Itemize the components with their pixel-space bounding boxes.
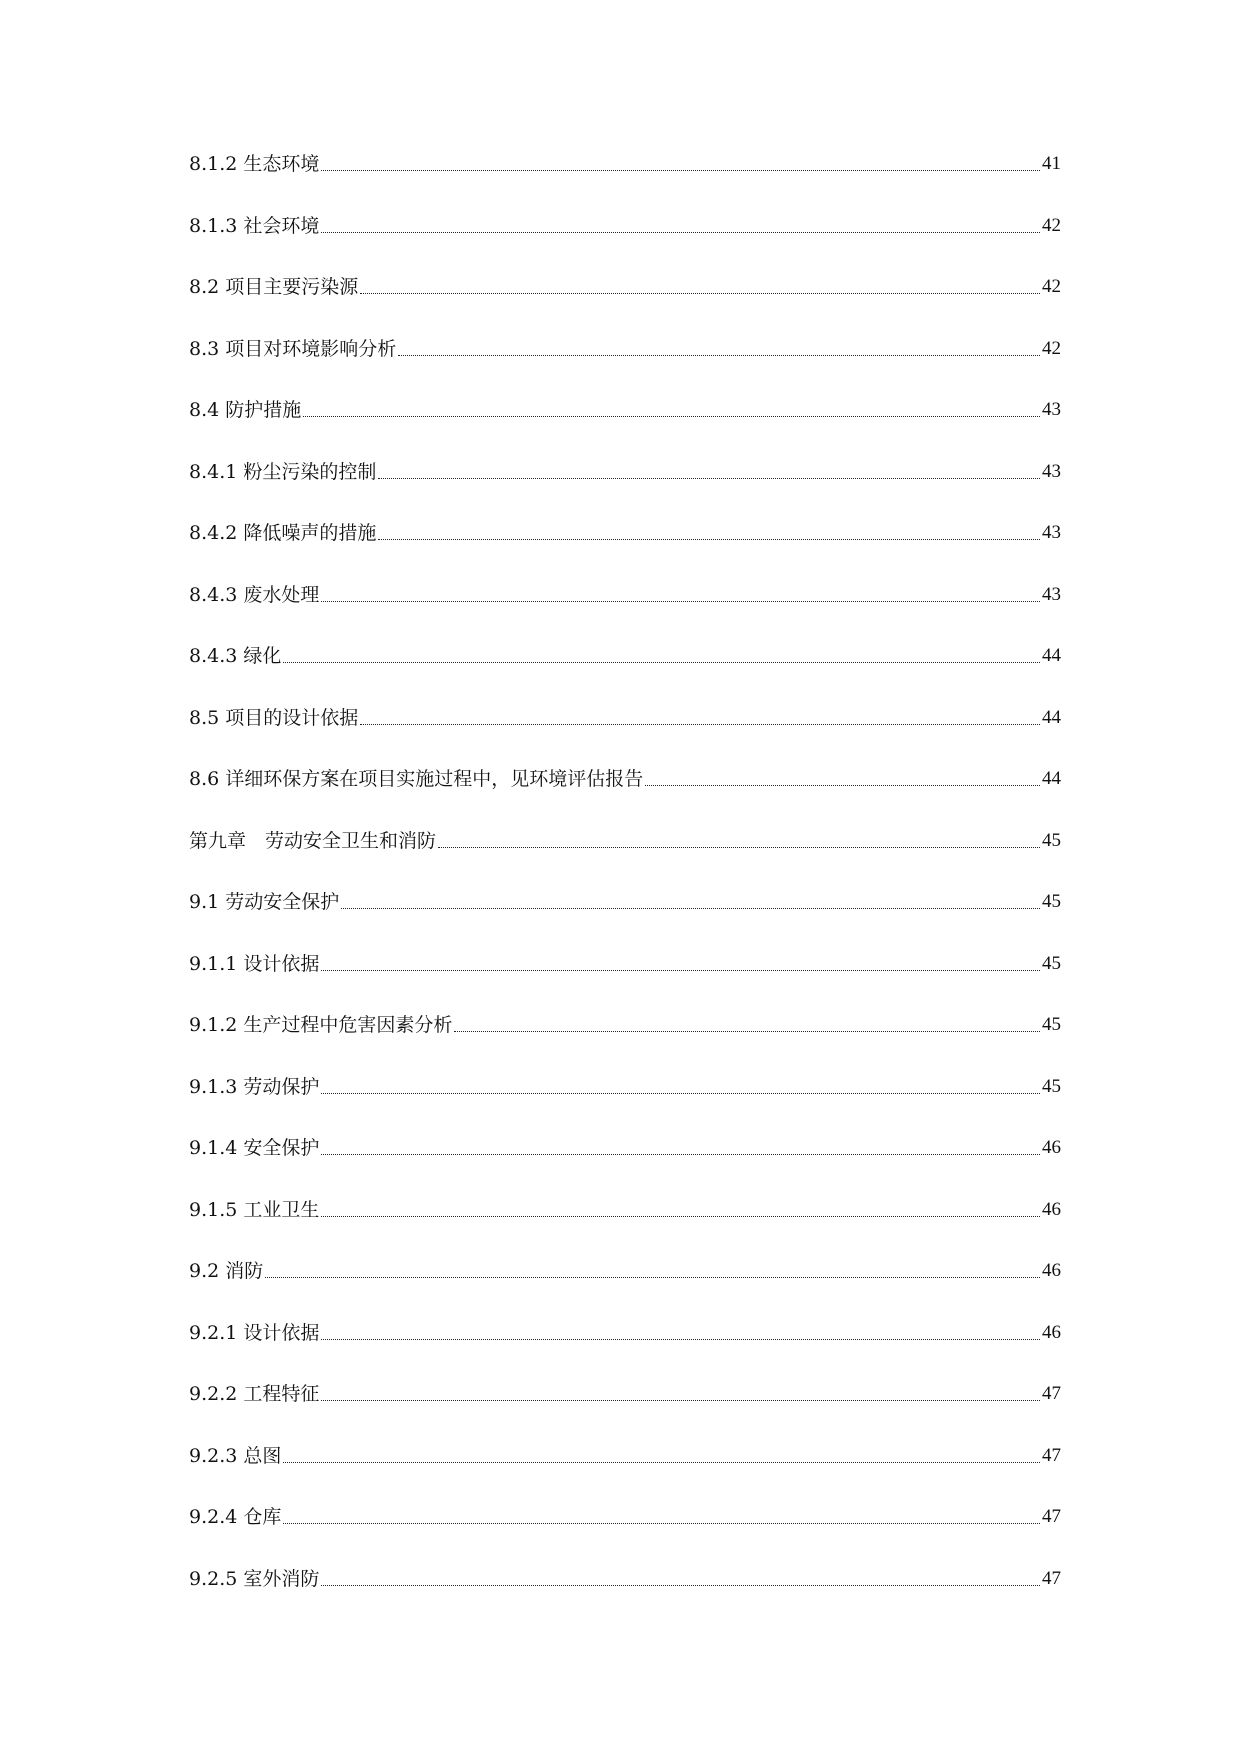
toc-entry-9-2-5[interactable]: [189, 1529, 1061, 1591]
toc-entry-9-1-4[interactable]: [189, 1099, 1061, 1161]
toc-dot-leader: [321, 600, 1040, 602]
toc-dot-leader: [265, 1276, 1040, 1278]
toc-page-number: 45: [1042, 891, 1061, 912]
toc-page-number: 45: [1042, 829, 1061, 851]
toc-entry-9-2-2[interactable]: [189, 1345, 1061, 1407]
toc-page-number: 46: [1042, 1137, 1061, 1158]
toc-entry-label: 9.1.2 生产过程中危害因素分析: [189, 1014, 453, 1036]
toc-page-number: 43: [1042, 460, 1061, 482]
toc-dot-leader: [283, 1461, 1040, 1463]
toc-dot-leader: [378, 477, 1040, 479]
table-of-contents: [189, 152, 1061, 1591]
toc-entry-8-1-2[interactable]: [189, 152, 1061, 176]
toc-entry-label: 8.4 防护措施: [189, 399, 302, 421]
toc-entry-9-1-1[interactable]: [189, 914, 1061, 976]
toc-dot-leader: [321, 1092, 1040, 1094]
toc-page-number: 45: [1042, 952, 1061, 974]
toc-dot-leader: [645, 784, 1040, 786]
toc-dot-leader: [378, 538, 1040, 540]
toc-entry-label: 8.4.1 粉尘污染的控制: [189, 460, 377, 483]
toc-dot-leader: [321, 1584, 1040, 1586]
toc-dot-leader: [360, 292, 1040, 294]
toc-entry-chapter-9[interactable]: [189, 791, 1061, 853]
toc-page-number: 44: [1042, 706, 1061, 728]
toc-entry-9-1-2[interactable]: [189, 976, 1061, 1038]
toc-dot-leader: [321, 969, 1040, 971]
toc-entry-8-6[interactable]: [189, 730, 1061, 792]
toc-page-number: 45: [1042, 1075, 1061, 1097]
toc-page-number: 47: [1042, 1567, 1061, 1589]
toc-entry-label: 9.2.3 总图: [189, 1444, 282, 1467]
toc-entry-label: 8.2 项目主要污染源: [189, 276, 359, 298]
toc-dot-leader: [321, 169, 1040, 171]
toc-dot-leader: [341, 907, 1040, 909]
toc-page-number: 46: [1042, 1321, 1061, 1343]
toc-entry-8-2[interactable]: [189, 238, 1061, 300]
toc-entry-8-4-1[interactable]: [189, 422, 1061, 484]
toc-entry-label: 9.1.5 工业卫生: [189, 1198, 320, 1221]
toc-entry-9-1[interactable]: [189, 853, 1061, 915]
toc-entry-label: 8.4.2 降低噪声的措施: [189, 522, 377, 544]
toc-entry-label: 8.6 详细环保方案在项目实施过程中，见环境评估报告: [189, 768, 644, 790]
toc-entry-label: 9.1 劳动安全保护: [189, 891, 340, 913]
toc-entry-label: 8.4.3 废水处理: [189, 583, 320, 606]
toc-entry-label: 9.2.2 工程特征: [189, 1383, 320, 1405]
toc-entry-9-1-3[interactable]: [189, 1037, 1061, 1099]
toc-page-number: 47: [1042, 1383, 1061, 1404]
toc-entry-8-5[interactable]: [189, 668, 1061, 730]
toc-dot-leader: [303, 415, 1040, 417]
toc-page-number: 44: [1042, 645, 1061, 666]
toc-entry-label: 8.1.3 社会环境: [189, 214, 320, 237]
toc-entry-label: 9.2.1 设计依据: [189, 1321, 320, 1344]
toc-entry-label: 9.1.1 设计依据: [189, 952, 320, 975]
toc-page-number: 44: [1042, 768, 1061, 789]
toc-dot-leader: [398, 354, 1040, 356]
toc-page-number: 47: [1042, 1444, 1061, 1466]
toc-page-number: 43: [1042, 522, 1061, 543]
toc-page-number: 45: [1042, 1014, 1061, 1035]
toc-page-number: 43: [1042, 399, 1061, 420]
toc-page-number: 42: [1042, 214, 1061, 236]
toc-entry-label: 9.2.5 室外消防: [189, 1567, 320, 1590]
toc-dot-leader: [321, 1215, 1040, 1217]
toc-entry-label: 第九章 劳动安全卫生和消防: [189, 829, 437, 852]
toc-entry-9-2-3[interactable]: [189, 1406, 1061, 1468]
toc-dot-leader: [321, 231, 1040, 233]
toc-dot-leader: [321, 1153, 1040, 1155]
toc-entry-label: 8.4.3 绿化: [189, 645, 282, 667]
toc-page-number: 41: [1042, 153, 1061, 174]
toc-entry-8-3[interactable]: [189, 299, 1061, 361]
toc-entry-8-4-3-greening[interactable]: [189, 607, 1061, 669]
toc-entry-9-2-1[interactable]: [189, 1283, 1061, 1345]
toc-dot-leader: [438, 846, 1040, 848]
toc-entry-9-2-4[interactable]: [189, 1468, 1061, 1530]
toc-dot-leader: [321, 1399, 1040, 1401]
toc-entry-label: 9.2.4 仓库: [189, 1506, 282, 1528]
toc-dot-leader: [283, 661, 1040, 663]
toc-entry-label: 9.1.4 安全保护: [189, 1137, 320, 1159]
toc-dot-leader: [321, 1338, 1040, 1340]
toc-entry-8-4[interactable]: [189, 361, 1061, 423]
toc-entry-9-1-5[interactable]: [189, 1160, 1061, 1222]
toc-entry-9-2[interactable]: [189, 1222, 1061, 1284]
toc-entry-label: 8.3 项目对环境影响分析: [189, 337, 397, 360]
toc-entry-label: 8.5 项目的设计依据: [189, 706, 359, 729]
toc-entry-8-1-3[interactable]: [189, 176, 1061, 238]
toc-dot-leader: [454, 1030, 1040, 1032]
toc-page-number: 42: [1042, 337, 1061, 359]
toc-entry-label: 9.1.3 劳动保护: [189, 1075, 320, 1098]
toc-entry-label: 8.1.2 生态环境: [189, 153, 320, 175]
toc-page-number: 47: [1042, 1506, 1061, 1527]
toc-dot-leader: [360, 723, 1040, 725]
toc-page-number: 46: [1042, 1260, 1061, 1281]
toc-entry-8-4-3-wastewater[interactable]: [189, 545, 1061, 607]
toc-page-number: 43: [1042, 583, 1061, 605]
toc-page-number: 46: [1042, 1198, 1061, 1220]
toc-entry-label: 9.2 消防: [189, 1260, 264, 1282]
toc-dot-leader: [283, 1522, 1040, 1524]
toc-entry-8-4-2[interactable]: [189, 484, 1061, 546]
toc-page-number: 42: [1042, 276, 1061, 297]
